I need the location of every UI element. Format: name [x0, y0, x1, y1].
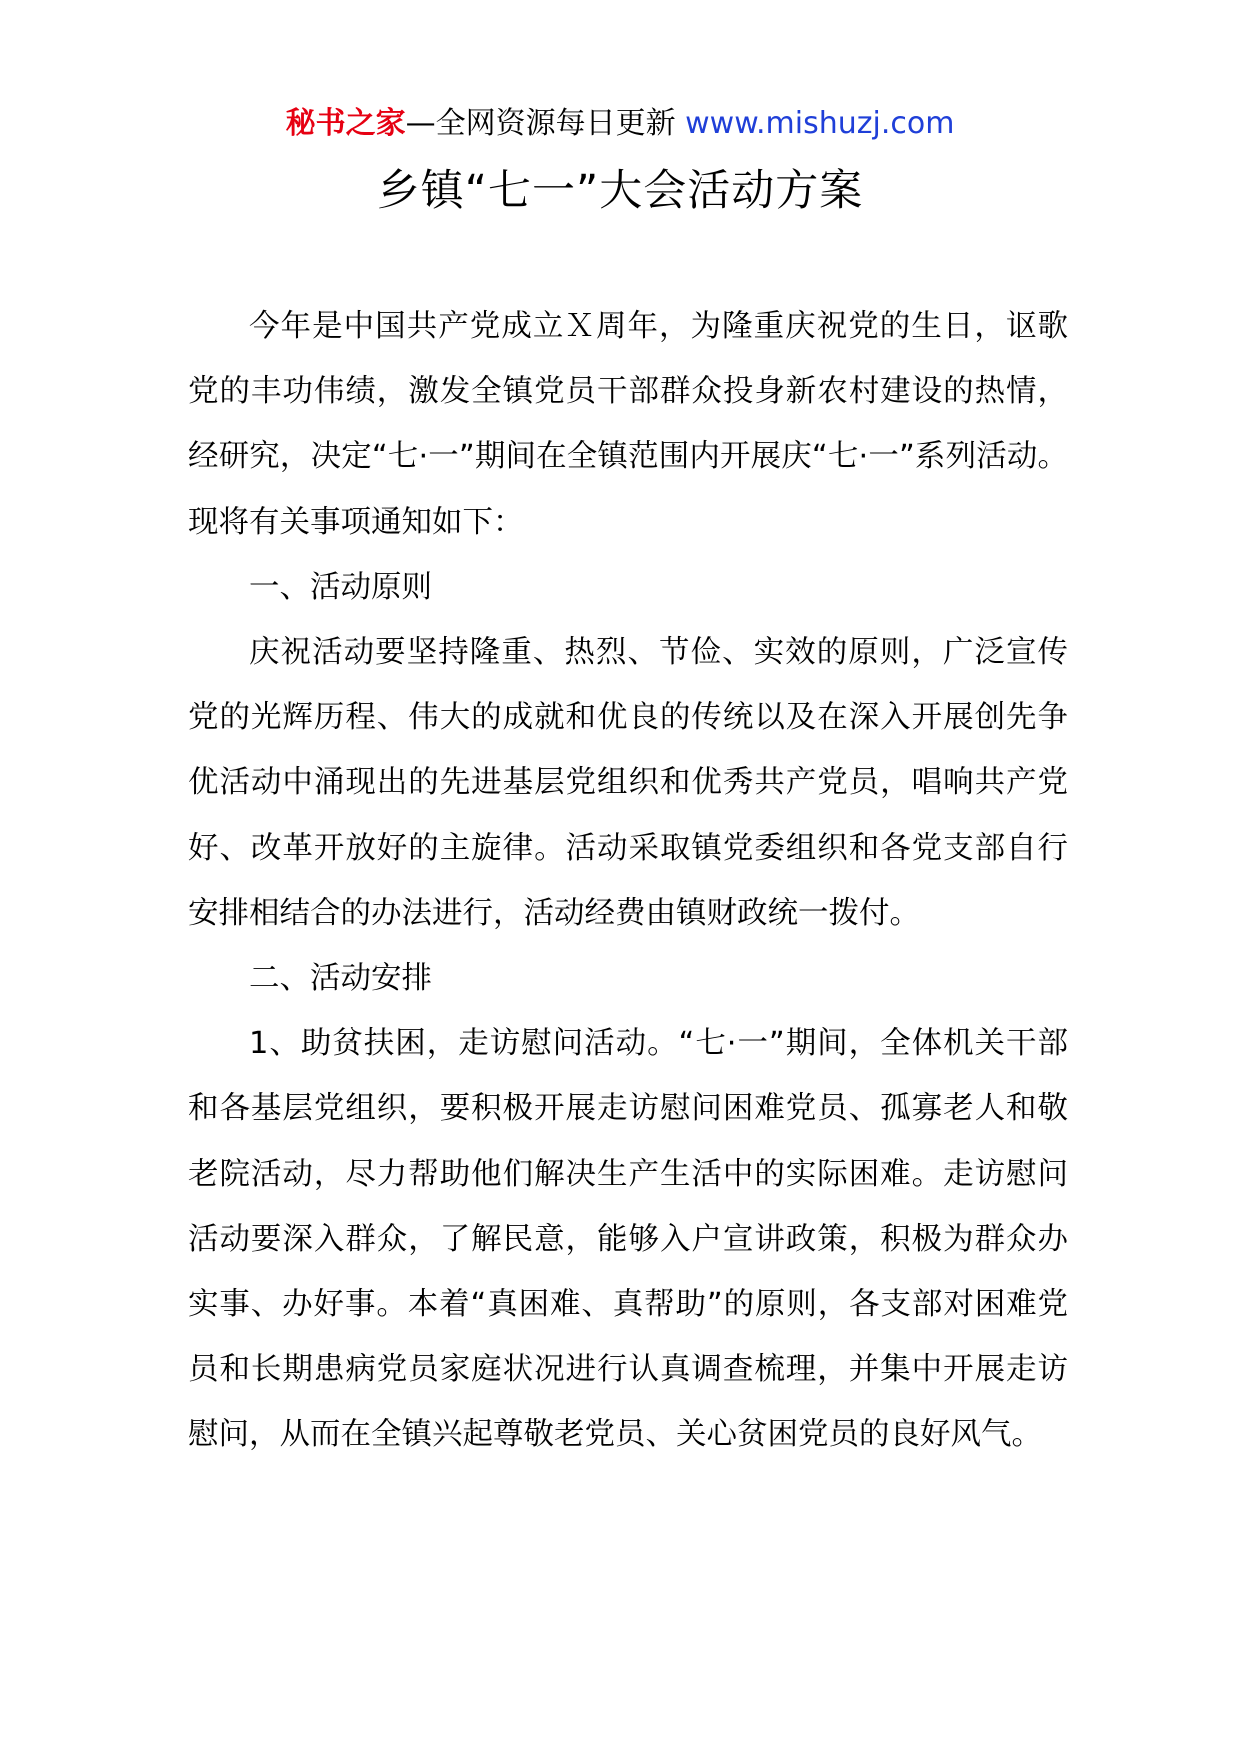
document-body — [188, 294, 1068, 1468]
site-url-link[interactable]: www.mishuzj.com — [685, 106, 955, 141]
section-heading-principles: 一、活动原则 — [249, 569, 432, 605]
paragraph-visits: 1、助贫扶困，走访慰问活动。“七·一”期间，全体机关干部和各基层党组织，要积极开展走访慰问困难党员、孤寡老人和敬老院活动，尽力帮助他们解决生产生活中的实际困难。走访慰问活动要深入群众，了解民意，能够入户宣讲政策，积极为群众办实事、办好事。本着“真困难、真帮助”的原则，各支部对困难党员和长期患病党员家庭状况进行认真调查梳理，并集中开展走访慰问，从而在全镇兴起尊敬老党员、关心贫困党员的良好风气。 — [188, 1026, 1068, 1453]
header-tagline: —全网资源每日更新 — [405, 106, 676, 141]
section-heading-arrangements: 二、活动安排 — [249, 961, 432, 997]
paragraph-principles: 庆祝活动要坚持隆重、热烈、节俭、实效的原则，广泛宣传党的光辉历程、伟大的成就和优良的传统以及在深入开展创先争优活动中涌现出的先进基层党组织和优秀共产党员，唱响共产党好、改革开放好的主旋律。活动采取镇党委组织和各党支部自行安排相结合的办法进行，活动经费由镇财政统一拨付。 — [188, 635, 1068, 931]
document-title: 乡镇“七一”大会活动方案 — [376, 166, 864, 216]
site-header — [0, 100, 1240, 148]
paragraph-intro: 今年是中国共产党成立Ｘ周年，为隆重庆祝党的生日，讴歌党的丰功伟绩，激发全镇党员干部群众投身新农村建设的热情，经研究，决定“七·一”期间在全镇范围内开展庆“七·一”系列活动。现将有关事项通知如下： — [188, 309, 1068, 540]
brand-name: 秘书之家 — [285, 106, 406, 141]
